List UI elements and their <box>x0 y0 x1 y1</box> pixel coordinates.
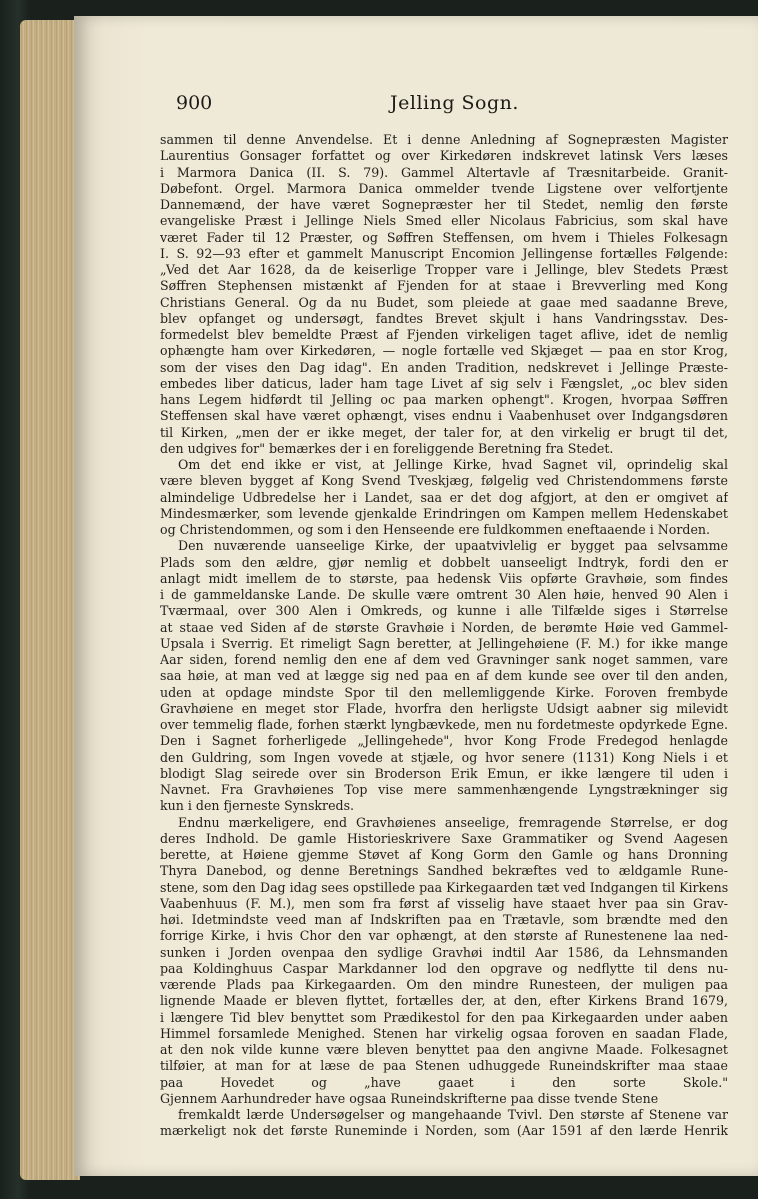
text-line: i de gammeldanske Lande. De skulle være omtrent 30 Alen høie, henved 90 Alen i <box>160 587 728 602</box>
text-line: Gravhøiene en meget stor Flade, hvorfra den herligste Udsigt aabner sig milevidt <box>160 700 728 716</box>
book-page-edges <box>20 20 80 1180</box>
text-line: hans Legem hidførdt til Jelling oc paa marken ophengt". Krogen, hvorpaa Søffren <box>160 392 728 407</box>
text-line: paa Koldinghuus Caspar Markdanner lod den opgrave og nedflytte til dens nu- <box>160 960 728 976</box>
text-line: den udgives for" bemærkes der i en foreliggende Beretning fra Stedet. <box>160 440 614 456</box>
text-line: over temmelig flade, forhen stærkt lyngbævkede, men nu fordetmeste opdyrkede Egne. <box>160 717 728 732</box>
text-line: stene, som den Dag idag sees opstillede paa Kirkegaarden tæt ved Indgangen til Kirkens <box>160 879 728 895</box>
text-line: værende Plads paa Kirkegaarden. Om den mindre Runesteen, der muligen paa <box>160 977 728 992</box>
text-line: I. S. 92—93 efter et gammelt Manuscript Encomion Jellingense fortælles Følgende: <box>160 245 728 261</box>
text-line: anlagt midt imellem de to største, paa hedensk Viis opførte Gravhøie, som findes <box>160 570 728 586</box>
text-line: evangeliske Præst i Jellinge Niels Smed eller Nicolaus Fabricius, som skal have <box>160 213 728 229</box>
text-line: Mindesmærker, som levende gjenkalde Erindringen om Kampen mellem Hedenskabet <box>160 505 728 521</box>
text-line: deres Indhold. De gamle Historieskrivere Saxe Grammatiker og Svend Aagesen <box>160 830 728 846</box>
text-line: høi. Idetmindste veed man af Indskriften paa en Trætavle, som brændte med den <box>160 912 728 927</box>
text-line: Dannemænd, der have været Sognepræster her til Stedet, nemlig den første <box>160 197 728 212</box>
text-line: Upsala i Sverrig. Et rimeligt Sagn beretter, at Jellingehøiene (F. M.) for ikke mange <box>160 635 728 651</box>
text-line: som der vises den Dag idag". En anden Tradition, nedskrevet i Jellinge Præste- <box>160 359 728 375</box>
text-line: Thyra Danebod, og denne Beretnings Sandhed bekræftes ved to ældgamle Rune- <box>160 863 728 879</box>
text-line: sunken i Jorden ovenpaa den sydlige Gravhøi indtil Aar 1586, da Lehnsmanden <box>160 944 728 960</box>
text-line: Tværmaal, over 300 Alen i Omkreds, og kunne i alle Tilfælde siges i Størrelse <box>160 603 728 619</box>
text-line: embedes liber daticus, lader ham tage Livet af sig selv i Fængslet, „oc blev siden <box>160 375 728 391</box>
text-line: i længere Tid blev benyttet som Prædikestol for den paa Kirkegaarden under aaben <box>160 1009 728 1025</box>
text-line: uden at opdage mindste Spor til den mellemliggende Kirke. Foroven frembyde <box>160 684 728 700</box>
page-header <box>176 92 736 120</box>
text-line: tilføier, at man for at læse de paa Stenen udhuggede Runeindskrifter maa staae <box>160 1058 728 1074</box>
text-line: berette, at Høiene gjemme Støvet af Kong Gorm den Gamle og hans Dronning <box>160 847 728 862</box>
text-line: saa høie, at man ved at lægge sig ned paa en af dem kunde see over til den anden, <box>160 668 728 684</box>
text-line: Søffren Stephensen mistænkt af Fjenden for at staae i Brevverling med Kong <box>160 278 728 294</box>
text-line: Himmel forsamlede Menighed. Stenen har virkelig ogsaa foroven en saadan Flade, <box>160 1025 728 1041</box>
text-line: Døbefont. Orgel. Marmora Danica ommelder tvende Ligstene over velfortjente <box>160 180 728 196</box>
text-line: Christians General. Og da nu Budet, som pleiede at gaae med saadanne Breve, <box>160 294 728 310</box>
text-line: Vaabenhuus (F. M.), men som fra først af visselig have staaet hver paa sin Grav- <box>160 895 728 911</box>
text-line: kun i den fjerneste Synskreds. <box>160 798 355 814</box>
text-line: blodigt Slag seirede over sin Broderson Erik Emun, er ikke længere til uden i <box>160 765 728 781</box>
text-line: Den i Sagnet forherligede „Jellingehede", hvor Kong Frode Fredegod henlagde <box>160 733 728 749</box>
running-head: Jelling Sogn. <box>390 92 519 114</box>
text-line: til Kirken, „men der er ikke meget, der taler for, at den virkelig er brugt til det, <box>160 424 728 440</box>
text-line: den Guldring, som Ingen vovede at stjæle, og hvor senere (1131) Kong Niels i et <box>160 749 728 765</box>
text-line: at den nok vilde kunne være bleven benyttet paa den angivne Maade. Folkesagnet <box>160 1042 728 1057</box>
text-line: forrige Kirke, i hvis Chor den var ophængt, at den største af Runestenene laa ned- <box>160 928 728 944</box>
text-line: ophængte ham over Kirkedøren, — nogle fortælle ved Skjæget — paa en stor Krog, <box>160 343 728 359</box>
text-line: i Marmora Danica (II. S. 79). Gammel Altertavle af Træsnitarbeide. Granit- <box>160 164 728 180</box>
text-line: lignende Maade er bleven flyttet, fortælles der, at den, efter Kirkens Brand 1679, <box>160 993 728 1009</box>
text-line: sammen til denne Anvendelse. Et i denne Anledning af Sognepræsten Magister <box>160 132 728 147</box>
text-line: Om det end ikke er vist, at Jellinge Kirke, hvad Sagnet vil, oprindelig skal <box>178 457 728 472</box>
text-line: Gjennem Aarhundreder have ogsaa Runeindskrifterne paa disse tvende Stene <box>160 1090 659 1106</box>
text-line: Aar siden, forend nemlig den ene af dem ved Gravninger sank noget sammen, vare <box>160 652 728 667</box>
text-line: Den nuværende uanseelige Kirke, der upaatvivlelig er bygget paa selvsamme <box>178 538 728 554</box>
text-line: være bleven bygget af Kong Svend Tveskjæg, følgelig ved Christendommens første <box>160 473 728 489</box>
text-line: mærkeligt nok det første Runeminde i Norden, som (Aar 1591 af den lærde Henrik <box>160 1123 728 1139</box>
text-line: blev opfanget og undersøgt, fandtes Brevet skjult i hans Vandringsstav. Des- <box>160 310 728 326</box>
text-line: Steffensen skal have været ophængt, vises endnu i Vaabenhuset over Indgangsdøren <box>160 408 728 424</box>
text-line: at staae ved Siden af de største Gravhøie i Norden, de berømte Høie ved Gammel- <box>160 619 728 635</box>
text-line: Plads som den ældre, gjør nemlig et dobbelt uanseeligt Indtryk, fordi den er <box>160 554 728 570</box>
text-line: været Fader til 12 Præster, og Søffren Steffensen, om hvem i Thieles Folkesagn <box>160 229 728 245</box>
text-line: Endnu mærkeligere, end Gravhøienes anseelige, fremragende Størrelse, er dog <box>178 814 728 830</box>
text-line: formedelst blev bemeldte Præst af Fjenden virkeligen taget aflive, idet de nemlig <box>160 327 728 342</box>
body-text <box>160 132 728 1140</box>
page-number: 900 <box>176 92 213 114</box>
text-line: og Christendommen, og som i den Henseende ere fuldkommen eneftaaende i Norden. <box>160 522 711 537</box>
text-line: Navnet. Fra Gravhøienes Top vise mere sammenhængende Lyngstrækninger sig <box>160 782 728 797</box>
text-line: fremkaldt lærde Undersøgelser og mangehaande Tvivl. Den største af Stenene var <box>178 1107 728 1122</box>
text-line: paa Hovedet og „have gaaet i den sorte Skole." <box>160 1074 728 1090</box>
text-line: Laurentius Gonsager forfattet og over Kirkedøren indskrevet latinsk Vers læses <box>160 148 728 164</box>
text-line: almindelige Udbredelse her i Landet, saa er det dog afgjort, at den er omgivet af <box>160 489 728 505</box>
text-line: „Ved det Aar 1628, da de keiserlige Tropper vare i Jellinge, blev Stedets Præst <box>160 262 728 277</box>
